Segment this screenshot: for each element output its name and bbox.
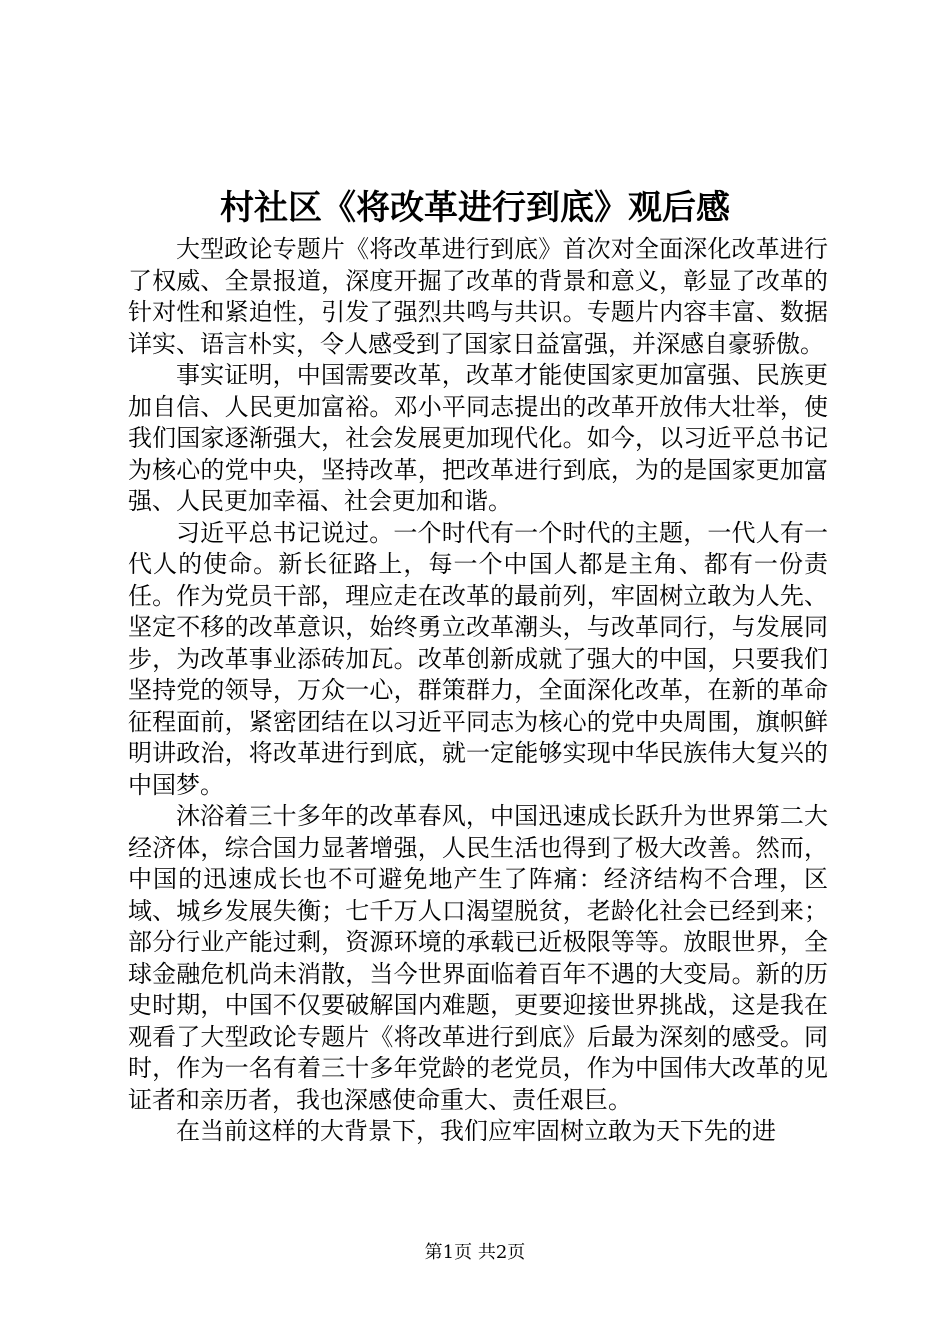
paragraph: 在当前这样的大背景下，我们应牢固树立敢为天下先的进 <box>176 1117 776 1145</box>
page-number-footer: 第1页 共2页 <box>424 1242 526 1263</box>
document-title: 村社区《将改革进行到底》观后感 <box>220 188 730 228</box>
paragraph: 沐浴着三十多年的改革春风，中国迅速成长跃升为世界第二大经济体，综合国力显著增强，人民生活也得到了极大改善。然而，中国的迅速成长也不可避免地产生了阵痛：经济结构不合理，区域、城乡发展失衡；七千万人口渴望脱贫，老龄化社会已经到来；部分行业产能过剩，资源环境的承载已近极限等等。放眼世界，全球金融危机尚未消散，当今世界面临着百年不遇的大变局。新的历史时期，中国不仅要破解国内难题，更要迎接世界挑战，这是我在观看了大型政论专题片《将改革进行到底》后最为深刻的感受。同时，作为一名有着三十多年党龄的老党员，作为中国伟大改革的见证者和亲历者，我也深感使命重大、责任艰巨。 <box>128 802 828 1114</box>
document-body <box>128 234 828 1148</box>
paragraph: 大型政论专题片《将改革进行到底》首次对全面深化改革进行了权威、全景报道，深度开掘了改革的背景和意义，彰显了改革的针对性和紧迫性，引发了强烈共鸣与共识。专题片内容丰富、数据详实、语言朴实，令人感受到了国家日益富强，并深感自豪骄傲。 <box>128 235 828 358</box>
paragraph: 习近平总书记说过。一个时代有一个时代的主题，一代人有一代人的使命。新长征路上，每一个中国人都是主角、都有一份责任。作为党员干部，理应走在改革的最前列，牢固树立敢为人先、坚定不移的改革意识，始终勇立改革潮头，与改革同行，与发展同步，为改革事业添砖加瓦。改革创新成就了强大的中国，只要我们坚持党的领导，万众一心，群策群力，全面深化改革，在新的革命征程面前，紧密团结在以习近平同志为核心的党中央周围，旗帜鲜明讲政治，将改革进行到底，就一定能够实现中华民族伟大复兴的中国梦。 <box>128 518 828 799</box>
paragraph: 事实证明，中国需要改革，改革才能使国家更加富强、民族更加自信、人民更加富裕。邓小平同志提出的改革开放伟大壮举，使我们国家逐渐强大，社会发展更加现代化。如今，以习近平总书记为核心的党中央，坚持改革，把改革进行到底，为的是国家更加富强、人民更加幸福、社会更加和谐。 <box>128 361 828 515</box>
